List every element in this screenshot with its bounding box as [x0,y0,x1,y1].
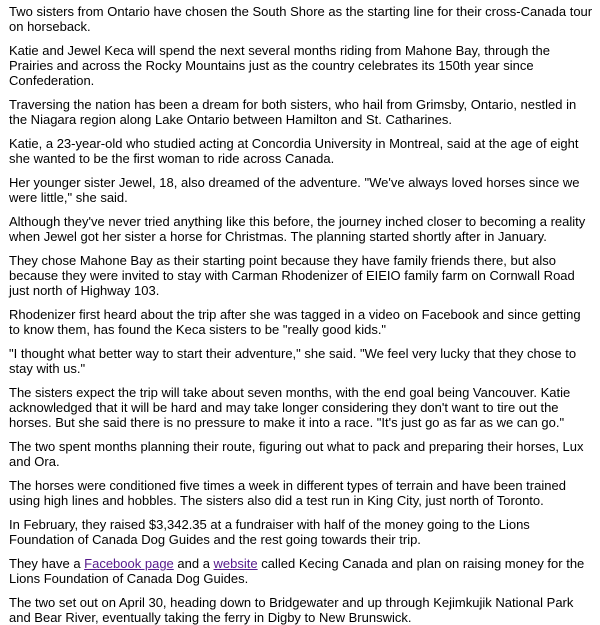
article-paragraph-3: Traversing the nation has been a dream for both sisters, who hail from Grimsby, Ontario, nestled in the Niagara region along Lake Ontario between Hamilton and St. Catharines. [9,97,577,127]
paragraph-14-text-after: called Kecing Canada and plan on raising money for the Lions Foundation of Canada Dog Guides. [9,556,585,586]
article-paragraph-4: Katie, a 23-year-old who studied acting at Concordia University in Montreal, said at the age of eight she wanted to be the first woman to ride across Canada. [9,136,579,166]
article-paragraph-12: The horses were conditioned five times a week in different types of terrain and have been trained using high lines and hobbles. The sisters also did a test run in King City, just north of Toronto. [9,478,566,508]
article-paragraph-7: They chose Mahone Bay as their starting point because they have family friends there, but also because they were invited to stay with Carman Rhodenizer of EIEIO family farm on Cornwall Road just north of Highway 103. [9,253,575,298]
facebook-page-link[interactable]: Facebook page [84,556,174,571]
article-paragraph-1: Two sisters from Ontario have chosen the South Shore as the starting line for their cross-Canada tour on horseback. [9,4,593,34]
article-paragraph-11: The two spent months planning their route, figuring out what to pack and preparing their horses, Lux and Ora. [9,439,584,469]
article-paragraph-8: Rhodenizer first heard about the trip after she was tagged in a video on Facebook and since getting to know them, has found the Keca sisters to be "really good kids." [9,307,581,337]
article-paragraph-5: Her younger sister Jewel, 18, also dreamed of the adventure. "We've always loved horses since we were little," she said. [9,175,580,205]
article-paragraph-6: Although they've never tried anything like this before, the journey inched closer to becoming a reality when Jewel got her sister a horse for Christmas. The planning started shortly after in January. [9,214,586,244]
website-link[interactable]: website [213,556,258,571]
paragraph-14-text-before: They have a [9,556,85,571]
paragraph-14-text-middle: and a [173,556,214,571]
article-paragraph-10: The sisters expect the trip will take about seven months, with the end goal being Vancouver. Katie acknowledged that it will be hard and may take longer considering they don't want to tire out the horses. But she said there is no pressure to make it into a race. "It's just go as far as we can go." [9,385,571,430]
article-paragraph-15: The two set out on April 30, heading down to Bridgewater and up through Kejimkujik National Park and Bear River, eventually taking the ferry in Digby to New Brunswick. [9,595,574,625]
article-paragraph-14 [9,556,594,586]
article-paragraph-13: In February, they raised $3,342.35 at a fundraiser with half of the money going to the Lions Foundation of Canada Dog Guides and the rest going towards their trip. [9,517,530,547]
article-paragraph-2: Katie and Jewel Keca will spend the next several months riding from Mahone Bay, through the Prairies and across the Rocky Mountains just as the country celebrates its 150th year since Confederation. [9,43,551,88]
article-paragraph-9: "I thought what better way to start their adventure," she said. "We feel very lucky that they chose to stay with us." [9,346,577,376]
